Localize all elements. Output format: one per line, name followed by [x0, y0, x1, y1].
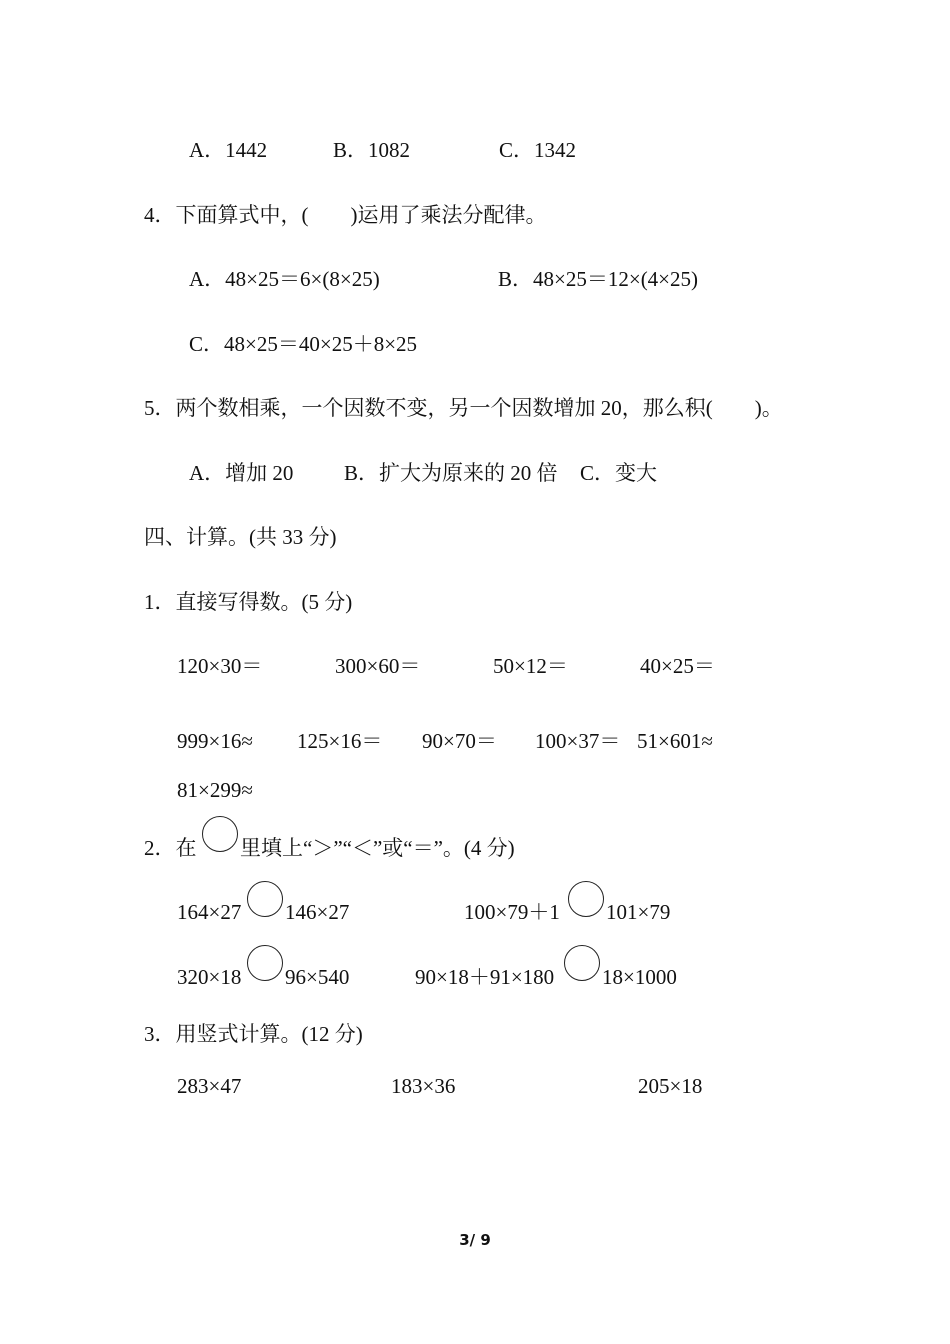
q5-option-b: B．扩大为原来的 20 倍 [344, 461, 558, 485]
q3-option-a: A．1442 [189, 138, 268, 162]
calc-item: 81×299≈ [177, 778, 253, 802]
q5-stem: 5．两个数相乘，一个因数不变，另一个因数增加 20，那么积( )。 [144, 396, 783, 420]
comparison-right: 96×540 [285, 965, 350, 989]
comparison-circle-answer[interactable] [568, 881, 604, 917]
section-4-title: 四、计算。(共 33 分) [144, 525, 337, 549]
comparison-right: 18×1000 [602, 965, 677, 989]
vertical-calc-item: 283×47 [177, 1074, 242, 1098]
part-1-title: 1．直接写得数。(5 分) [144, 590, 353, 614]
calc-item: 100×37＝ [535, 729, 621, 753]
part-2-title-suffix: 里填上“＞”“＜”或“＝”。(4 分) [240, 836, 515, 860]
calc-item: 125×16＝ [297, 729, 383, 753]
q3-option-b: B．1082 [333, 138, 411, 162]
calc-item: 90×70＝ [422, 729, 497, 753]
q4-stem: 4．下面算式中，( )运用了乘法分配律。 [144, 203, 547, 227]
calc-item: 300×60＝ [335, 654, 421, 678]
comparison-left: 100×79＋1 [464, 900, 560, 924]
calc-item: 999×16≈ [177, 729, 253, 753]
comparison-left: 164×27 [177, 900, 242, 924]
q4-option-c: C．48×25＝40×25＋8×25 [189, 332, 418, 356]
comparison-circle-answer[interactable] [247, 881, 283, 917]
q5-option-a: A．增加 20 [189, 461, 294, 485]
comparison-circle-icon [202, 816, 238, 852]
comparison-left: 320×18 [177, 965, 242, 989]
comparison-left: 90×18＋91×180 [415, 965, 555, 989]
comparison-right: 101×79 [606, 900, 671, 924]
q4-option-b: B．48×25＝12×(4×25) [498, 267, 699, 291]
q3-option-c: C．1342 [499, 138, 577, 162]
calc-item: 51×601≈ [637, 729, 713, 753]
calc-item: 120×30＝ [177, 654, 263, 678]
calc-item: 40×25＝ [640, 654, 715, 678]
part-2-title-prefix: 2．在 [144, 836, 197, 860]
vertical-calc-item: 183×36 [391, 1074, 456, 1098]
page-number: 3/ 9 [459, 1231, 491, 1249]
q5-option-c: C．变大 [580, 461, 658, 485]
comparison-right: 146×27 [285, 900, 350, 924]
q4-option-a: A．48×25＝6×(8×25) [189, 267, 380, 291]
calc-item: 50×12＝ [493, 654, 568, 678]
comparison-circle-answer[interactable] [247, 945, 283, 981]
part-3-title: 3．用竖式计算。(12 分) [144, 1022, 363, 1046]
comparison-circle-answer[interactable] [564, 945, 600, 981]
vertical-calc-item: 205×18 [638, 1074, 703, 1098]
